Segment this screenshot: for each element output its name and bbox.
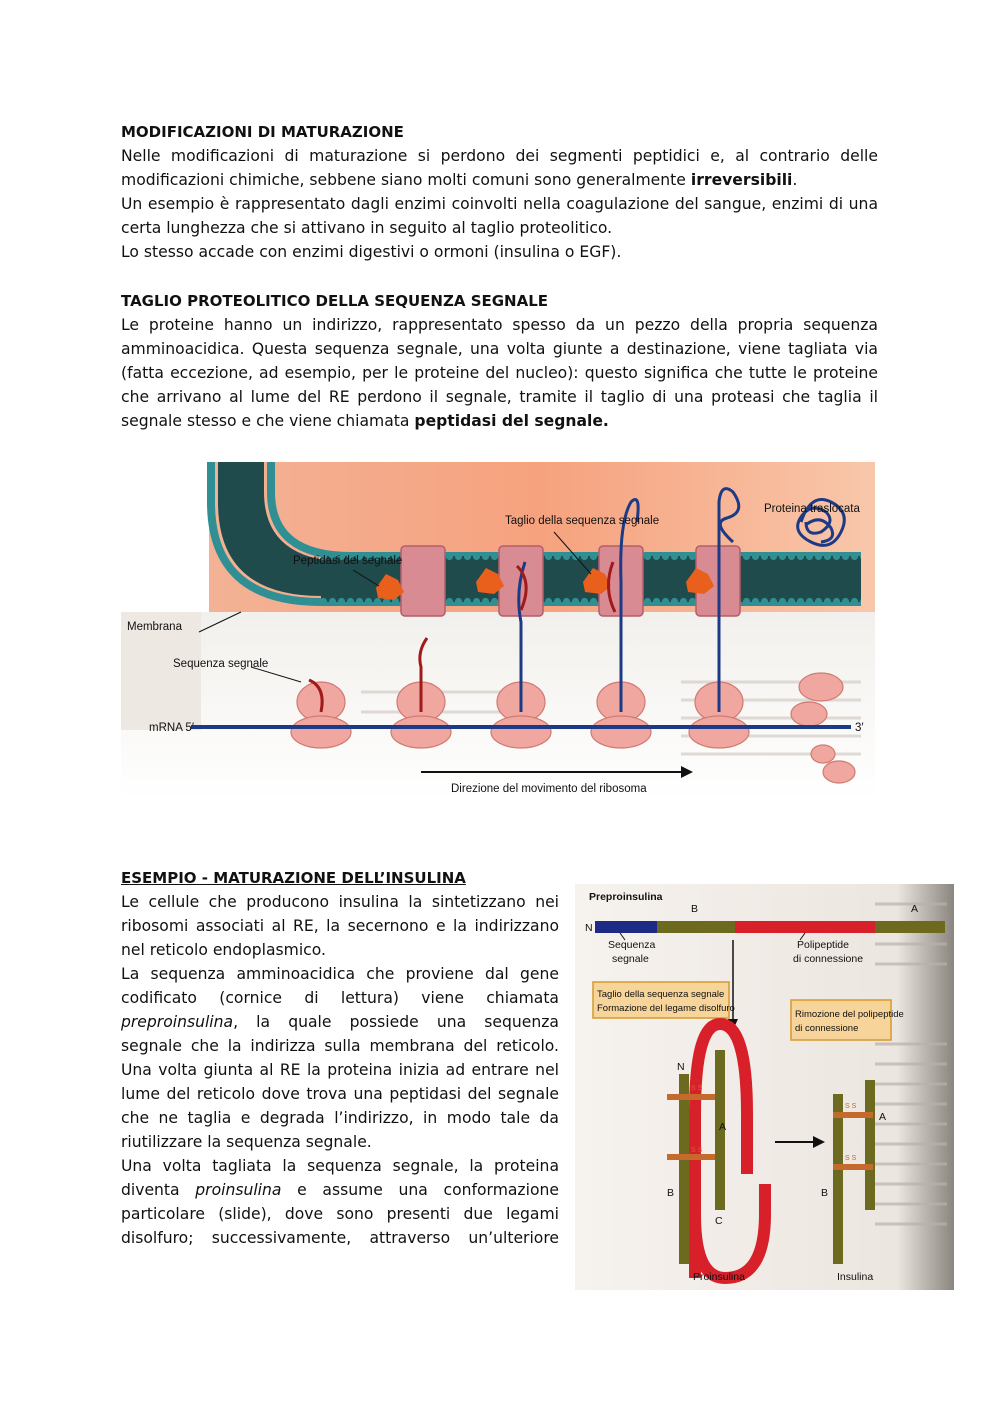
- label-b-ins: B: [821, 1187, 829, 1199]
- section-insulina: [121, 866, 559, 1250]
- label-proteina: Proteina traslocata: [764, 503, 860, 515]
- label-taglio: Taglio della sequenza segnale: [597, 989, 725, 1000]
- paragraph-line: La sequenza amminoacidica che proviene dal gene: [121, 965, 559, 983]
- paragraph-line: segnale che la indirizza sulla membrana del reticolo.: [121, 1037, 559, 1055]
- label-ss-3: S S: [845, 1103, 857, 1110]
- text-span: diventa: [121, 1181, 180, 1199]
- label-b: B: [691, 903, 699, 915]
- italic-text: proinsulina: [195, 1181, 282, 1199]
- label-mrna: mRNA 5′: [149, 722, 194, 734]
- paragraph-line: nel reticolo endoplasmico.: [121, 941, 326, 959]
- section-taglio: [121, 289, 878, 433]
- paragraph-line: Una volta tagliata la sequenza segnale, la proteina: [121, 1157, 559, 1175]
- label-proinsulina: Proinsulina: [693, 1271, 745, 1283]
- label-di-connessione: di connessione: [793, 953, 864, 965]
- paragraph-line: ribosomi associati al RE, la secernono e la indirizzano: [121, 917, 559, 935]
- label-formazione: Formazione del legame disolfuro: [597, 1003, 735, 1014]
- label-b-pro: B: [667, 1187, 675, 1199]
- paragraph-line: modificazioni chimiche, sebbene siano molti comuni sono generalmente irreversibili.: [121, 171, 798, 189]
- paragraph-line: Le cellule che producono insulina la sintetizzano nei: [121, 893, 559, 911]
- label-n-pro: N: [677, 1061, 685, 1073]
- label-3prime: 3′: [855, 722, 864, 734]
- paragraph-line: Lo stesso accade con enzimi digestivi o ormoni (insulina o EGF).: [121, 243, 622, 261]
- label-direzione: Direzione del movimento del ribosoma: [451, 783, 647, 795]
- label-a-ins: A: [879, 1111, 887, 1123]
- paragraph-line: amminoacidica. Questa sequenza segnale, una volta giunte a destinazione, viene tagliata via: [121, 340, 878, 358]
- paragraph-line: (fatta eccezione, ad esempio, per le proteine del nucleo): questo significa che tutte le proteine: [121, 364, 878, 382]
- callout-box-rimozione: [791, 1000, 891, 1040]
- figure-insulin-maturation: [575, 884, 954, 1290]
- label-ss-4: S S: [845, 1155, 857, 1162]
- label-rimozione-2: di connessione: [795, 1023, 859, 1034]
- paragraph-line: Le proteine hanno un indirizzo, rappresentato spesso da un pezzo della propria sequenza: [121, 316, 878, 334]
- paragraph-line: Un esempio è rappresentato dagli enzimi coinvolti nella coagulazione del sangue, enzimi di una: [121, 195, 878, 213]
- label-c-pro: C: [715, 1215, 723, 1227]
- label-a-pro: A: [719, 1121, 727, 1133]
- paragraph-line: che arrivano al lume del RE perdono il segnale, tramite il taglio di una proteasi che taglia il: [121, 388, 878, 406]
- paragraph-line: lume del reticolo dove trova una peptidasi del segnale: [121, 1085, 559, 1103]
- paragraph-line: riutilizzare la sequenza segnale.: [121, 1133, 372, 1151]
- text-span: , la quale possiede una sequenza: [233, 1013, 559, 1031]
- section-maturazione: [121, 120, 878, 264]
- paragraph-line: Una volta giunta al RE la proteina inizia ad entrare nel: [121, 1061, 559, 1079]
- label-rimozione: Rimozione del polipeptide: [795, 1009, 904, 1020]
- bold-text: irreversibili: [690, 171, 793, 189]
- label-taglio: Taglio della sequenza segnale: [505, 515, 660, 527]
- label-peptidasi: Peptidasi del segnale: [293, 555, 403, 567]
- paragraph-line: [121, 409, 878, 433]
- label-ss-1: S S: [691, 1085, 703, 1092]
- label-insulina: Insulina: [837, 1271, 874, 1283]
- label-a: A: [911, 903, 919, 915]
- paragraph-line: che ne taglia e degrada l’indirizzo, in modo tale da: [121, 1109, 559, 1127]
- section-title: MODIFICAZIONI DI MATURAZIONE: [121, 123, 404, 141]
- italic-text: preproinsulina: [121, 1013, 234, 1031]
- bold-text: peptidasi del segnale.: [414, 412, 609, 430]
- paragraph-line: certa lunghezza che si attivano in seguito al taglio proteolitico.: [121, 219, 613, 237]
- preproinsulin-bar-icon: [595, 921, 945, 933]
- label-segnale: segnale: [612, 953, 649, 965]
- paragraph-line: [121, 1178, 559, 1202]
- label-sequenza: Sequenza: [608, 939, 656, 951]
- figure-signal-peptidase: [121, 462, 875, 800]
- label-n: N: [585, 922, 593, 934]
- section-title: TAGLIO PROTEOLITICO DELLA SEQUENZA SEGNALE: [121, 292, 549, 310]
- text-span: segnale stesso e che viene chiamata: [121, 412, 410, 430]
- label-polipeptide: Polipeptide: [797, 939, 849, 951]
- paragraph-line: particolare (slide), dove sono presenti due legami: [121, 1205, 559, 1223]
- text-span: e assume una conformazione: [297, 1181, 559, 1199]
- paragraph-line: codificato (cornice di lettura) viene chiamata: [121, 989, 559, 1007]
- section-title: ESEMPIO - MATURAZIONE DELL’INSULINA: [121, 869, 466, 887]
- paragraph-line: disolfuro; successivamente, attraverso un’ulteriore: [121, 1229, 559, 1247]
- text-span: modificazioni chimiche, sebbene siano molti comuni sono generalmente: [121, 171, 686, 189]
- label-ss-2: S S: [691, 1147, 703, 1154]
- paragraph-line: [121, 1010, 559, 1034]
- label-membrana: Membrana: [127, 621, 182, 633]
- label-sequenza: Sequenza segnale: [173, 658, 269, 670]
- label-preproinsulina: Preproinsulina: [589, 891, 663, 903]
- paragraph-line: Nelle modificazioni di maturazione si perdono dei segmenti peptidici e, al contrario delle: [121, 147, 878, 165]
